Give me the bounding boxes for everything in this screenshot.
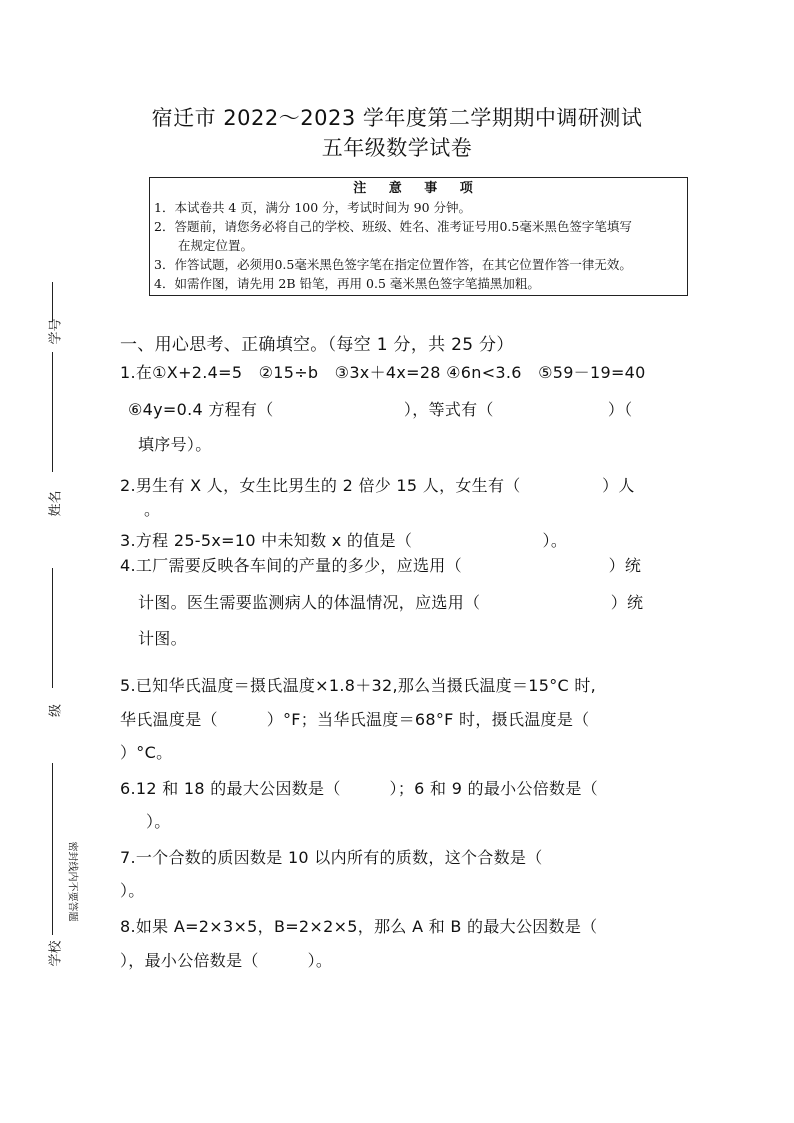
question-4-line-2: 计图。医生需要监测病人的体温情况，应选用（ ）统: [138, 593, 644, 612]
question-1-line-3: 填序号）。: [138, 435, 212, 454]
question-7: 7.一个合数的质因数是 10 以内所有的质数，这个合数是（: [120, 848, 543, 867]
name-label: 姓名: [48, 490, 64, 517]
notice-item: 3．作答试题，必须用0.5毫米黑色签字笔在指定位置作答，在其它位置作答一律无效。: [154, 257, 632, 272]
exam-subtitle: 五年级数学试卷: [321, 136, 473, 160]
question-1-line-2: ⑥4y=0.4 方程有（ ），等式有（ ）（: [128, 400, 633, 419]
question-5: 5.已知华氏温度＝摄氏温度×1.8＋32,那么当摄氏温度＝15°C 时,: [120, 676, 597, 695]
student-id-label: 学号: [48, 318, 64, 345]
notice-item: 1．本试卷共 4 页，满分 100 分，考试时间为 90 分钟。: [154, 200, 472, 215]
question-3: 3.方程 25-5x=10 中未知数 x 的值是（ ）。: [120, 531, 568, 550]
class-label: 级: [48, 704, 64, 718]
notice-box: [149, 177, 688, 296]
school-label: 学校: [48, 940, 64, 967]
notice-item: 2．答题前，请您务必将自己的学校、班级、姓名、准考证号用0.5毫米黑色签字笔填写: [154, 219, 632, 234]
question-2: 2.男生有 X 人，女生比男生的 2 倍少 15 人，女生有（ ）人: [120, 476, 635, 495]
question-4-line-3: 计图。: [138, 629, 187, 648]
section-heading: 一、用心思考、正确填空。（每空 1 分，共 25 分）: [120, 335, 514, 355]
question-2-line-2: 。: [144, 500, 161, 519]
question-4: 4.工厂需要反映各车间的产量的多少，应选用（ ）统: [120, 556, 642, 575]
question-8: 8.如果 A=2×3×5，B=2×2×5，那么 A 和 B 的最大公因数是（: [120, 917, 598, 936]
question-1: 1.在①X+2.4=5 ②15÷b ③3x＋4x=28 ④6n<3.6 ⑤59－19=40: [120, 363, 646, 382]
question-5-line-2: 华氏温度是（ ）°F；当华氏温度＝68°F 时，摄氏温度是（: [120, 710, 590, 729]
exam-title: 宿迁市 2022～2023 学年度第二学期期中调研测试: [151, 106, 643, 130]
notice-item: 4．如需作图，请先用 2B 铅笔，再用 0.5 毫米黑色签字笔描黑加粗。: [154, 276, 540, 291]
notice-item-continued: 在规定位置。: [178, 238, 254, 253]
fill-line: [52, 282, 53, 322]
question-8-line-2: ），最小公倍数是（ ）。: [120, 951, 333, 970]
fill-line: [52, 763, 53, 935]
question-7-line-2: ）。: [120, 881, 145, 900]
fill-line: [52, 352, 53, 472]
question-6-line-2: ）。: [146, 812, 171, 831]
question-5-line-3: ）°C。: [120, 743, 173, 762]
fill-line: [52, 568, 53, 688]
question-6: 6.12 和 18 的最大公因数是（ ）；6 和 9 的最小公倍数是（: [120, 779, 598, 798]
notice-heading: 注 意 事 项: [353, 181, 482, 196]
seal-warning: 密封线内不要答题: [66, 841, 78, 922]
